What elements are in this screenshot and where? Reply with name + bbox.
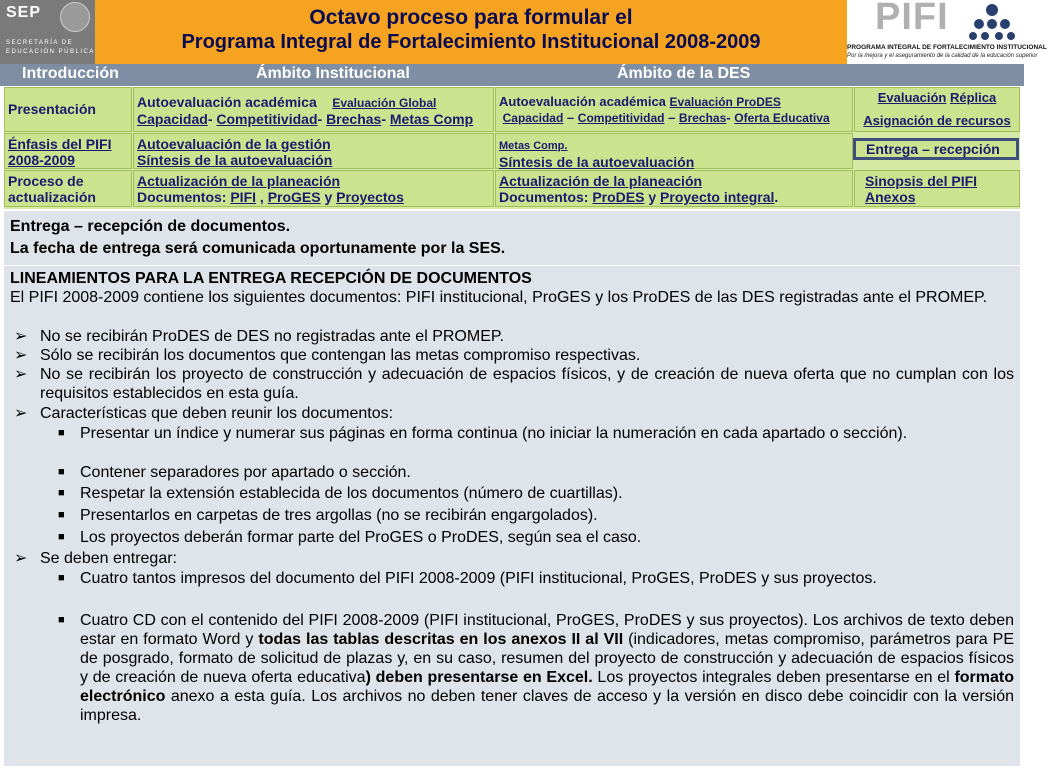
des-evaluacion-prodes-link[interactable]: Evaluación ProDES: [669, 95, 781, 109]
right-replica-link[interactable]: Réplica: [950, 90, 997, 105]
nav-presentacion-label: Presentación: [8, 101, 96, 117]
bullet-item: [10, 365, 1014, 403]
inst-capacidad-link[interactable]: Capacidad: [137, 111, 208, 127]
tab-bar: [0, 64, 1024, 86]
inst-doc-proyectos-link[interactable]: Proyectos: [336, 189, 404, 205]
guidelines-heading: LINEAMIENTOS PARA LA ENTREGA RECEPCIÓN DE DOCUMENTOS: [10, 270, 532, 287]
bullet-item: [10, 327, 1014, 346]
pifi-dots-icon: [967, 2, 1017, 42]
des-actualizacion-link[interactable]: Actualización de la planeación: [499, 173, 703, 189]
right-entrega-label: Entrega – recepción: [866, 141, 1000, 157]
inst-autoevaluacion-gestion-link[interactable]: Autoevaluación de la gestión: [137, 136, 331, 152]
guidelines-body: [4, 266, 1020, 766]
right-anexos-link[interactable]: Anexos: [865, 189, 916, 205]
inst-sintesis-link[interactable]: Síntesis de la autoevaluación: [137, 152, 333, 168]
pifi-logo-sub1: PROGRAMA INTEGRAL DE FORTALECIMIENTO INSTITUCIONAL: [847, 44, 1047, 51]
des-sintesis-link[interactable]: Síntesis de la autoevaluación: [499, 154, 695, 170]
square-bullet-icon: ■: [58, 531, 65, 543]
bullet-text: Se deben entregar:: [40, 550, 177, 567]
sub-bullet-text: Cuatro tantos impresos del documento del PIFI 2008-2009 (PIFI institucional, ProGES, ProDES y sus proyectos.: [80, 570, 877, 587]
sep-logo-word: SEP: [6, 4, 42, 21]
des-doc-prodes-link[interactable]: ProDES: [592, 189, 645, 205]
sub-bullet-text-part: Cuatro CD con el contenido del PIFI 2008-2009 (PIFI institucional, ProGES, ProDES y sus proyectos). Los archivos de texto deben estar en formato Word y: [80, 612, 1014, 648]
bullet-text: Sólo se recibirán los documentos que contengan las metas compromiso respectivas.: [40, 347, 641, 364]
bullet-text: No se recibirán los proyecto de construcción y adecuación de espacios físicos, y de creación de nueva oferta que no cumplan con los requisitos establecidos en esta guía.: [40, 366, 1014, 402]
pifi-logo: [847, 0, 1047, 64]
des-metas-comp-link[interactable]: Metas Comp.: [499, 140, 568, 152]
inst-metas-comp-link[interactable]: Metas Comp: [389, 111, 474, 127]
inst-autoevaluacion-academica: Autoevaluación académica Evaluación Global Capacidad- Competitividad- Brechas- Metas Comp: [133, 87, 494, 132]
des-planeacion: Actualización de la planeación Documentos: ProDES y Proyecto integral.: [495, 170, 853, 207]
right-sinopsis-anexos: [854, 170, 1020, 207]
right-evaluacion-replica: [854, 87, 1020, 132]
notice-line1: Entrega – recepción de documentos.: [10, 218, 291, 235]
nav-proceso-label: Proceso de actualización: [8, 173, 96, 205]
des-capacidad-link[interactable]: Capacidad: [502, 111, 564, 125]
inst-evaluacion-global-link[interactable]: Evaluación Global: [332, 96, 437, 110]
inst-doc-pifi-link[interactable]: PIFI: [230, 189, 257, 205]
des-autoevaluacion-label: Autoevaluación académica: [499, 94, 666, 109]
sub-bullet-text: Contener separadores por apartado o sección.: [80, 464, 411, 481]
sub-bullet-text: Presentarlos en carpetas de tres argollas (no se recibirán engargolados).: [80, 507, 598, 524]
right-evaluacion-link[interactable]: Evaluación: [877, 90, 947, 105]
nav-enfasis-label: Énfasis del PIFI 2008-2009: [8, 136, 112, 168]
inst-competitividad-link[interactable]: Competitividad: [216, 111, 318, 127]
arrow-bullet-icon: ➢: [14, 347, 28, 364]
sep-logo-line2: EDUCACIÓN PÚBLICA: [6, 49, 95, 55]
square-bullet-icon: ■: [58, 572, 65, 584]
sub-bullet-item: [50, 484, 1014, 503]
sub-bullet-text-part: anexo a esta guía. Los archivos no deben tener claves de acceso y la versión en disco debe coincidir con la versión impresa.: [80, 688, 1014, 724]
sub-bullet-item: [50, 569, 1014, 588]
square-bullet-icon: ■: [58, 487, 65, 499]
arrow-bullet-icon: ➢: [14, 328, 28, 345]
inst-autoevaluacion-label: Autoevaluación académica: [137, 94, 317, 110]
sub-bullet-item: [50, 463, 1014, 482]
national-seal-icon: [60, 2, 90, 32]
inst-brechas-link[interactable]: Brechas: [326, 111, 382, 127]
sub-bullet-text: Los proyectos deberán formar parte del ProGES o ProDES, según sea el caso.: [80, 529, 642, 546]
sep-logo-line1: SECRETARÍA DE: [6, 40, 74, 46]
inst-gestion: [133, 133, 494, 169]
title-banner: [95, 0, 847, 64]
des-doc-proyecto-integral-link[interactable]: Proyecto integral: [660, 189, 775, 205]
bullet-item: [10, 404, 1014, 423]
sep-logo: [0, 0, 95, 64]
nav-presentacion[interactable]: [4, 87, 132, 132]
notice-line2: La fecha de entrega será comunicada oportunamente por la SES.: [10, 240, 506, 257]
notice-box: [4, 211, 1020, 265]
guidelines-intro: El PIFI 2008-2009 contiene los siguientes documentos: PIFI institucional, ProGES y los ProDES de las DES registradas ante el PROMEP.: [10, 289, 988, 306]
sub-bullet-bold-part: ) deben presentarse en Excel.: [365, 669, 593, 686]
inst-planeacion: Actualización de la planeación Documentos: PIFI , ProGES y Proyectos: [133, 170, 494, 207]
square-bullet-icon: ■: [58, 427, 65, 439]
right-entrega-recepcion-button[interactable]: [853, 138, 1019, 160]
nav-proceso-actualizacion[interactable]: [4, 170, 132, 207]
bullet-item: [10, 346, 1014, 365]
sub-bullet-text-part: Los proyectos integrales deben presentarse en el: [592, 669, 955, 686]
des-oferta-educativa-link[interactable]: Oferta Educativa: [734, 111, 830, 125]
sub-bullet-text: Presentar un índice y numerar sus páginas en forma continua (no iniciar la numeración en cada apartado o sección).: [80, 425, 908, 442]
bullet-text: No se recibirán ProDES de DES no registradas ante el PROMEP.: [40, 328, 504, 345]
pifi-logo-sub2: Por la mejora y el aseguramiento de la calidad de la educación superior: [847, 53, 1038, 59]
bullet-text: Características que deben reunir los documentos:: [40, 405, 394, 422]
header: [0, 0, 1047, 64]
tab-ambito-institucional[interactable]: Ámbito Institucional: [256, 65, 410, 82]
sub-bullet-item: [50, 424, 1014, 443]
des-docs-label: Documentos:: [499, 189, 589, 205]
right-asignacion-link[interactable]: Asignación de recursos: [863, 113, 1011, 128]
square-bullet-icon: ■: [58, 614, 65, 626]
arrow-bullet-icon: ➢: [14, 366, 28, 383]
tab-introduccion[interactable]: Introducción: [22, 65, 119, 82]
sub-bullet-bold-part: todas las tablas descritas en los anexos II al VII: [258, 631, 624, 648]
tab-ambito-des[interactable]: Ámbito de la DES: [617, 65, 751, 82]
inst-actualizacion-link[interactable]: Actualización de la planeación: [137, 173, 341, 189]
page-title-line2: Programa Integral de Fortalecimiento Institucional 2008-2009: [181, 31, 761, 53]
pifi-logo-word: PIFI: [875, 0, 949, 38]
sub-bullet-item: [50, 611, 1014, 725]
right-sinopsis-link[interactable]: Sinopsis del PIFI: [865, 173, 978, 189]
sub-bullet-item: [50, 528, 1014, 547]
page-title-line1: Octavo proceso para formular el: [309, 6, 633, 29]
square-bullet-icon: ■: [58, 466, 65, 478]
sub-bullet-text-part: (indicadores, metas compromiso, parámetros para PE de posgrado, formato de solicitud de plazas y, en su caso, resumen del proyecto de construcción y adecuación de espacios físicos y de creación de nueva oferta educativa: [80, 631, 1014, 686]
des-autoevaluacion-academica: Autoevaluación académica Evaluación ProDES Capacidad – Competitividad – Brechas- Oferta Educativa: [495, 87, 853, 132]
arrow-bullet-icon: ➢: [14, 550, 28, 567]
des-metas: [495, 133, 853, 169]
sub-bullet-text: Respetar la extensión establecida de los documentos (número de cuartillas).: [80, 485, 623, 502]
inst-docs-label: Documentos:: [137, 189, 227, 205]
inst-doc-proges-link[interactable]: ProGES: [267, 189, 321, 205]
des-competitividad-link[interactable]: Competitividad: [577, 111, 665, 125]
arrow-bullet-icon: ➢: [14, 405, 28, 422]
bullet-item: [10, 549, 1014, 568]
des-brechas-link[interactable]: Brechas: [678, 111, 727, 125]
nav-enfasis[interactable]: [4, 133, 132, 169]
square-bullet-icon: ■: [58, 509, 65, 521]
sub-bullet-item: [50, 506, 1014, 525]
sub-bullet-bold-part: formato electrónico: [80, 669, 1015, 705]
